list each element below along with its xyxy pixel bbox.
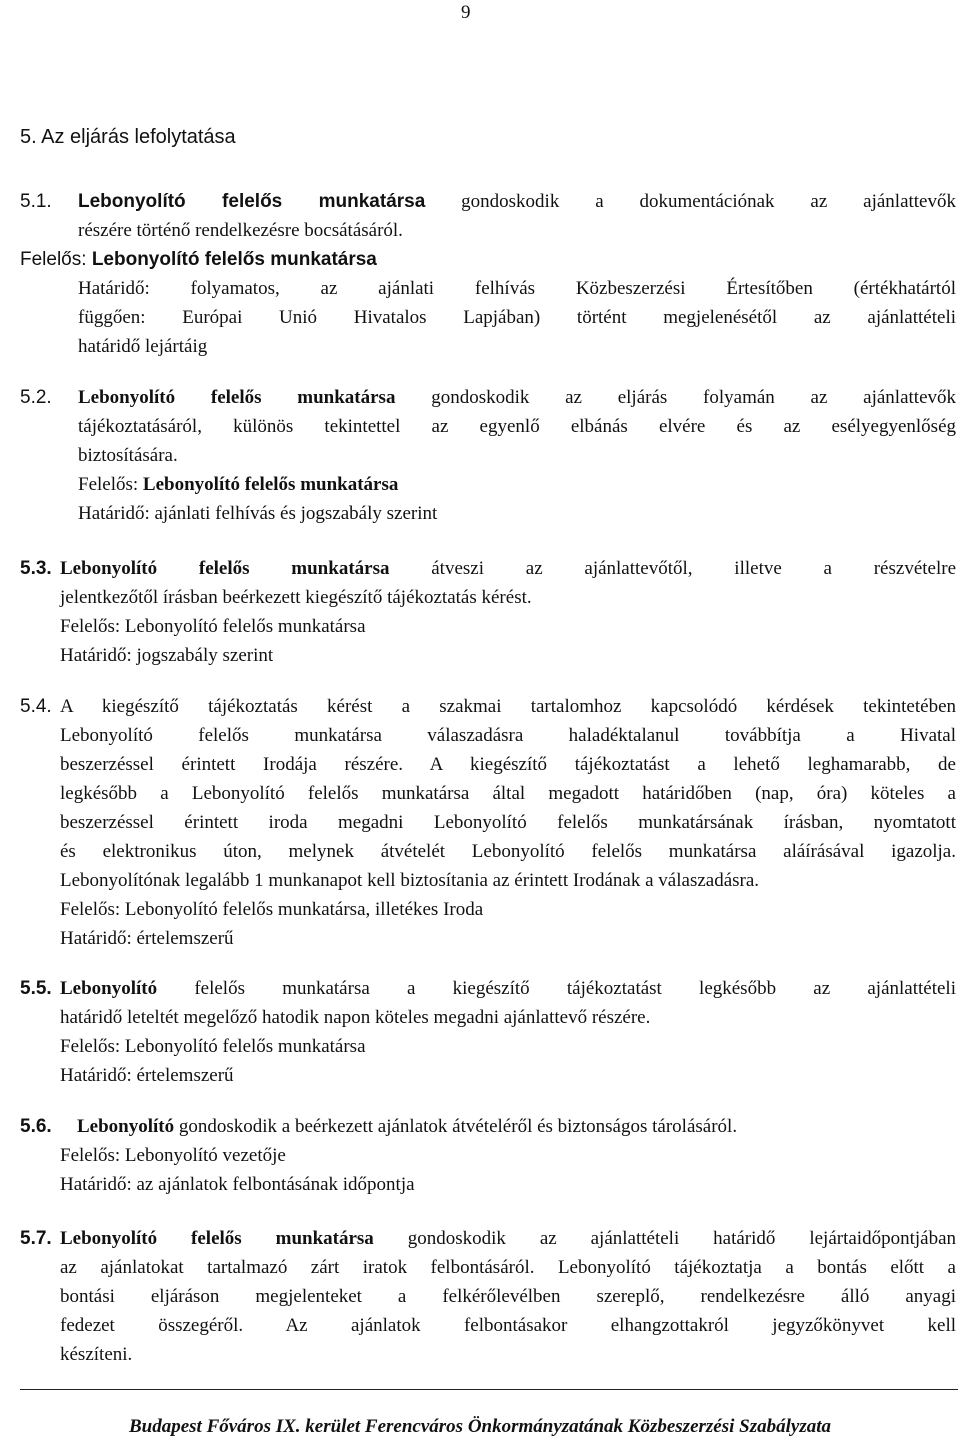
clause-5-6 (20, 1112, 956, 1199)
responsible-line: Felelős: Lebonyolító felelős munkatársa (78, 474, 399, 495)
clause-text-line: bontási eljáráson megjelenteket a felkérőlevélben szereplő, rendelkezésre álló anyagi (60, 1286, 956, 1307)
clause-subject: Lebonyolító felelős munkatársa (78, 191, 426, 212)
clause-subject: Lebonyolító felelős munkatársa (78, 387, 396, 408)
deadline-line: Határidő: az ajánlatok felbontásának időpontja (60, 1174, 415, 1195)
clause-text-line: és elektronikus úton, melynek átvételét Lebonyolító felelős munkatársa aláírásával igazolja. (60, 841, 956, 862)
clause-text-line: fedezet összegéről. Az ajánlatok felbontásakor elhangzottakról jegyzőkönyvet kell (60, 1315, 956, 1336)
responsible-line: Felelős: Lebonyolító felelős munkatársa (60, 616, 366, 637)
deadline-line: határidő lejártáig (78, 336, 208, 357)
clause-text-line: Lebonyolító felelős munkatársa válaszadásra haladéktalanul továbbítja a Hivatal (60, 725, 956, 746)
clause-text-line: Lebonyolító felelős munkatársa gondoskodik az eljárás folyamán az ajánlattevők (78, 387, 956, 408)
clause-number: 5.2. (20, 387, 52, 408)
clause-5-7 (20, 1224, 956, 1369)
clause-number: 5.6. (20, 1116, 52, 1137)
responsible-line: Felelős: Lebonyolító vezetője (60, 1145, 286, 1166)
clause-text-line: beszerzéssel érintett Irodája részére. A kiegészítő tájékoztatást a lehető leghamarabb, de (60, 754, 956, 775)
clause-text-line: Lebonyolító gondoskodik a beérkezett ajánlatok átvételéről és biztonságos tárolásáról. (77, 1116, 738, 1137)
responsible-line: Felelős: Lebonyolító felelős munkatársa (20, 249, 377, 270)
clause-text-line: tájékoztatásáról, különös tekintettel az egyenlő elbánás elvére és az esélyegyenlőség (78, 416, 956, 437)
clause-text-line: Lebonyolítónak legalább 1 munkanapot kell biztosítania az érintett Irodának a válaszadásra. (60, 870, 760, 891)
section-heading: 5. Az eljárás lefolytatása (20, 126, 236, 148)
deadline-line: Határidő: folyamatos, az ajánlati felhívás Közbeszerzési Értesítőben (értékhatártól (78, 278, 956, 299)
deadline-line: Határidő: értelemszerű (60, 1065, 234, 1086)
deadline-line: Határidő: értelemszerű (60, 928, 234, 949)
clause-text-line: határidő leteltét megelőző hatodik napon köteles megadni ajánlattevő részére. (60, 1007, 651, 1028)
clause-text-line: az ajánlatokat tartalmazó zárt iratok felbontásáról. Lebonyolító tájékoztatja a bontás előtt a (60, 1257, 956, 1278)
deadline-line: Határidő: ajánlati felhívás és jogszabály szerint (78, 503, 438, 524)
clause-5-2 (20, 383, 956, 528)
clause-number: 5.1. (20, 191, 52, 212)
clause-text-line: Lebonyolító felelős munkatársa átveszi az ajánlattevőtől, illetve a részvételre (60, 558, 957, 579)
deadline-line: függően: Európai Unió Hivatalos Lapjában) történt megjelenésétől az ajánlattételi (78, 307, 956, 328)
responsible-line: Felelős: Lebonyolító felelős munkatársa, illetékes Iroda (60, 899, 484, 920)
clause-text-line: biztosítására. (78, 445, 178, 466)
clause-text-line: beszerzéssel érintett iroda megadni Lebonyolító felelős munkatársának írásban, nyomtatott (60, 812, 956, 833)
clause-number: 5.5. (20, 978, 52, 999)
clause-5-4 (20, 692, 956, 953)
clause-text-line: legkésőbb a Lebonyolító felelős munkatársa által megadott határidőben (nap, óra) köteles a (60, 783, 956, 804)
clause-subject: Lebonyolító felelős munkatársa (60, 1228, 374, 1249)
page-number: 9 (461, 2, 471, 23)
clause-5-1 (20, 187, 956, 361)
clause-text-line: A kiegészítő tájékoztatás kérést a szakmai tartalomhoz kapcsolódó kérdések tekintetében (60, 696, 956, 717)
clause-text-line: részére történő rendelkezésre bocsátásáról. (78, 220, 403, 241)
deadline-line: Határidő: jogszabály szerint (60, 645, 274, 666)
page-footer: Budapest Főváros IX. kerület Ferencváros Önkormányzatának Közbeszerzési Szabályzata (128, 1416, 831, 1437)
clause-text-line: Lebonyolító felelős munkatársa a kiegészítő tájékoztatást legkésőbb az ajánlattételi (60, 978, 956, 999)
clause-number: 5.7. (20, 1228, 52, 1249)
clause-5-5 (20, 974, 956, 1090)
footer-divider (20, 1389, 958, 1390)
clause-subject: Lebonyolító felelős munkatársa (60, 558, 390, 579)
clause-text-line: Lebonyolító felelős munkatársa gondoskodik a dokumentációnak az ajánlattevők (78, 191, 956, 212)
responsible-line: Felelős: Lebonyolító felelős munkatársa (60, 1036, 366, 1057)
clause-number: 5.4. (20, 696, 52, 717)
clause-subject: Lebonyolító (77, 1116, 175, 1137)
clause-number: 5.3. (20, 558, 52, 579)
clause-text-line: Lebonyolító felelős munkatársa gondoskodik az ajánlattételi határidő lejártaidőpontjában (60, 1228, 957, 1249)
clause-subject: Lebonyolító (60, 978, 158, 999)
clause-text-line: jelentkezőtől írásban beérkezett kiegészítő tájékoztatás kérést. (60, 587, 532, 608)
clause-5-3 (20, 554, 956, 670)
clause-text-line: készíteni. (60, 1344, 133, 1365)
